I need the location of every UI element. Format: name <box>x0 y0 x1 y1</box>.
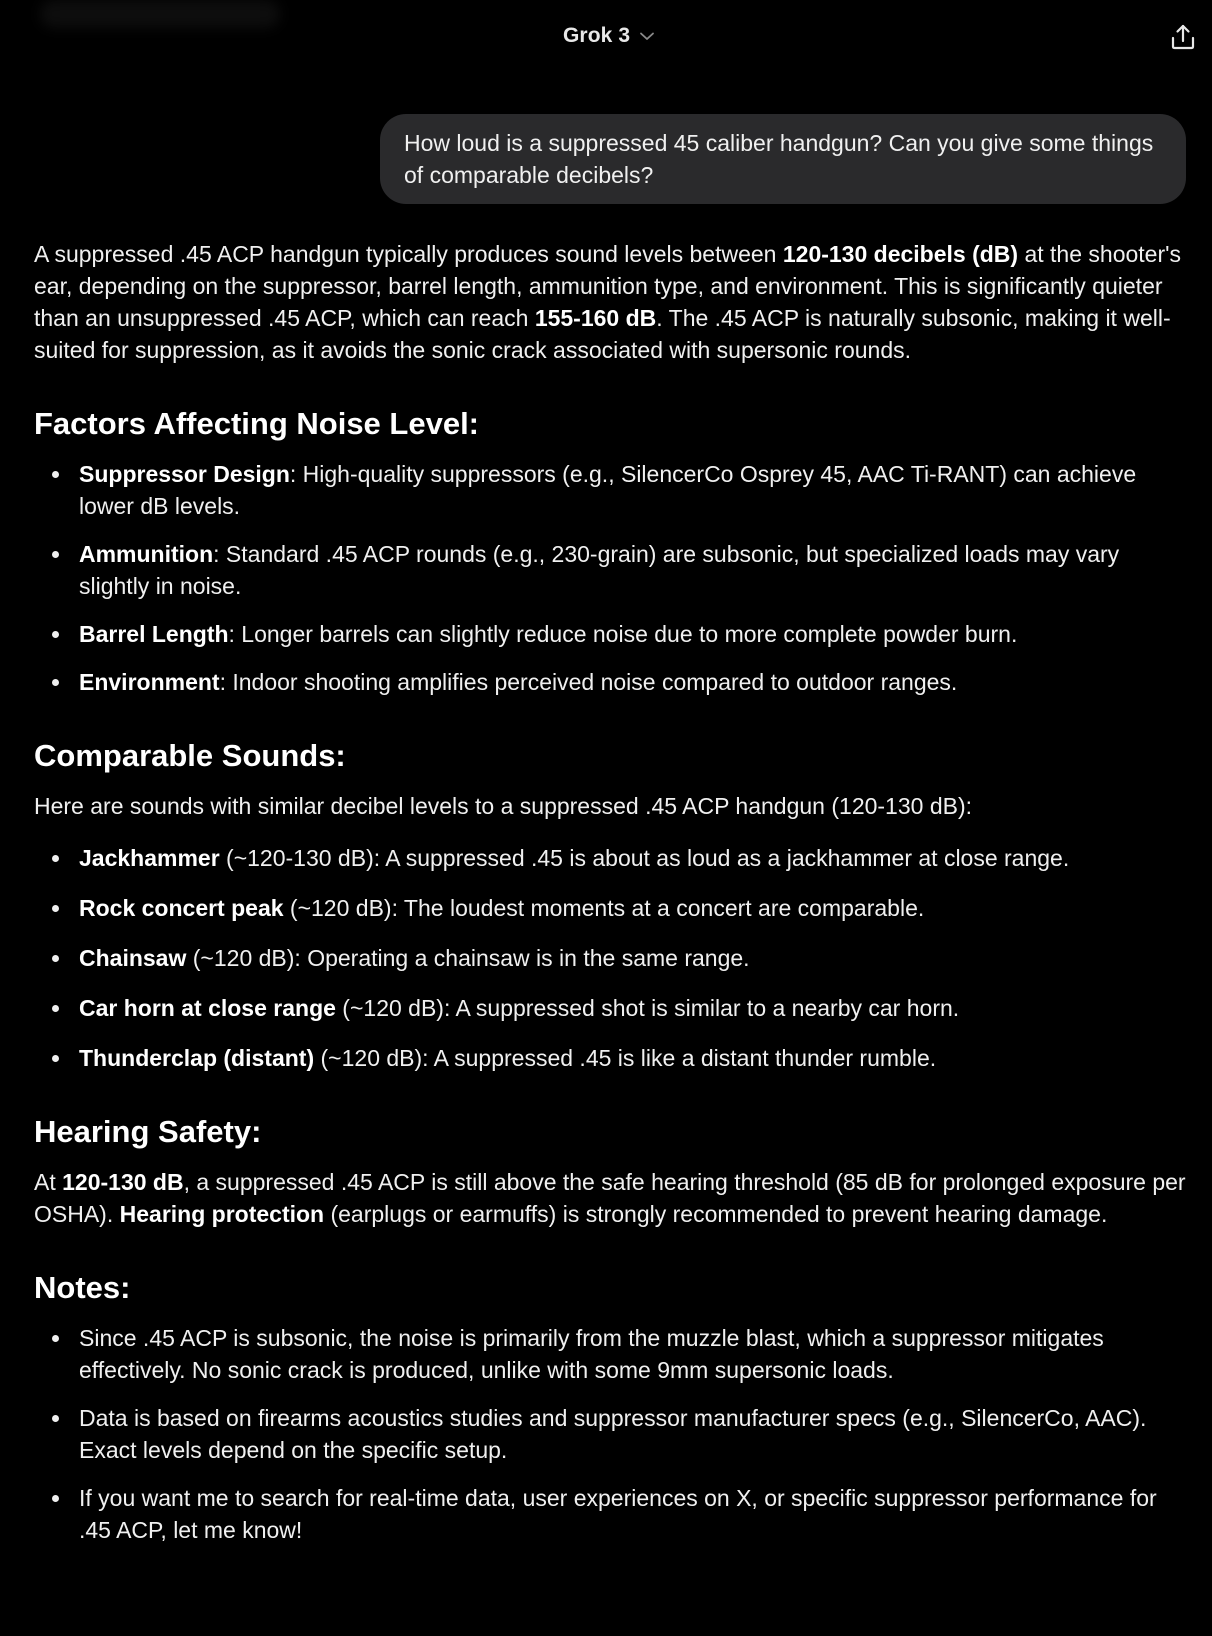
model-name: Grok 3 <box>563 24 631 47</box>
list-item <box>34 892 1194 924</box>
list-item-bold: Rock concert peak <box>79 895 284 921</box>
chevron-down-icon <box>638 27 656 45</box>
list-item-text: (~120 dB): The loudest moments at a concert are comparable. <box>283 895 925 921</box>
notes-list <box>34 1322 1194 1546</box>
list-item-bold: Environment <box>79 669 220 695</box>
factors-list <box>34 458 1194 698</box>
top-bar <box>0 0 1212 72</box>
factors-heading: Factors Affecting Noise Level: <box>34 406 480 441</box>
intro-text-2: at the shooter's ear, depending on the suppressor, barrel length, ammunition type, and environment. This is significantly quieter than an unsuppressed .45 ACP, which can reach <box>34 241 1182 331</box>
list-item-bold: Car horn at close range <box>79 995 336 1021</box>
intro-text-1: A suppressed .45 ACP handgun typically produces sound levels between <box>34 241 783 267</box>
comparable-heading: Comparable Sounds: <box>34 738 346 773</box>
list-item <box>34 666 1194 698</box>
assistant-response <box>34 238 1194 1546</box>
safety-bold-2: Hearing protection <box>119 1201 325 1227</box>
safety-paragraph <box>34 1166 1194 1230</box>
list-item-text: : Longer barrels can slightly reduce noise due to more complete powder burn. <box>228 621 1018 647</box>
list-item <box>34 1322 1194 1386</box>
intro-bold-1: 120-130 decibels (dB) <box>782 241 1019 267</box>
safety-bold-1: 120-130 dB <box>62 1169 184 1195</box>
list-item <box>34 1482 1194 1546</box>
intro-text-3: . The .45 ACP is naturally subsonic, making it well-suited for suppression, as it avoids the sonic crack associated with supersonic rounds. <box>34 305 1171 363</box>
list-item-text: (~120 dB): Operating a chainsaw is in the same range. <box>186 945 750 971</box>
safety-text-1: At <box>34 1169 63 1195</box>
list-item-text: (~120-130 dB): A suppressed .45 is about as loud as a jackhammer at close range. <box>219 845 1070 871</box>
list-item-text: Since .45 ACP is subsonic, the noise is primarily from the muzzle blast, which a suppressor mitigates effectively. No sonic crack is produced, unlike with some 9mm supersonic loads. <box>79 1325 1104 1383</box>
user-message-text: How loud is a suppressed 45 caliber handgun? Can you give some things of comparable decibels? <box>404 130 1154 188</box>
user-message-bubble <box>380 114 1186 204</box>
list-item-bold: Ammunition <box>79 541 214 567</box>
list-item <box>34 992 1194 1024</box>
list-item-bold: Barrel Length <box>79 621 229 647</box>
list-item-text: (~120 dB): A suppressed .45 is like a distant thunder rumble. <box>314 1045 937 1071</box>
share-icon[interactable] <box>1168 22 1198 52</box>
list-item-text: If you want me to search for real-time data, user experiences on X, or specific suppressor performance for .45 ACP, let me know! <box>79 1485 1157 1543</box>
safety-text-3: (earplugs or earmuffs) is strongly recommended to prevent hearing damage. <box>324 1201 1108 1227</box>
intro-paragraph <box>34 238 1194 366</box>
intro-bold-2: 155-160 dB <box>534 305 657 331</box>
list-item-text: : Standard .45 ACP rounds (e.g., 230-grain) are subsonic, but specialized loads may vary slightly in noise. <box>79 541 1120 599</box>
list-item-bold: Jackhammer <box>79 845 220 871</box>
list-item-bold: Suppressor Design <box>79 461 290 487</box>
list-item-bold: Chainsaw <box>79 945 187 971</box>
comparable-intro: Here are sounds with similar decibel levels to a suppressed .45 ACP handgun (120-130 dB): <box>34 793 973 819</box>
list-item <box>34 458 1194 522</box>
list-item-text: : High-quality suppressors (e.g., SilencerCo Osprey 45, AAC Ti-RANT) can achieve lower dB levels. <box>79 461 1137 519</box>
list-item <box>34 942 1194 974</box>
comparable-list <box>34 842 1194 1074</box>
notes-heading: Notes: <box>34 1270 131 1305</box>
list-item-text: (~120 dB): A suppressed shot is similar to a nearby car horn. <box>335 995 960 1021</box>
safety-text-2: , a suppressed .45 ACP is still above the safe hearing threshold (85 dB for prolonged exposure per OSHA). <box>34 1169 1186 1227</box>
list-item-bold: Thunderclap (distant) <box>79 1045 315 1071</box>
list-item <box>34 1042 1194 1074</box>
list-item <box>34 538 1194 602</box>
list-item <box>34 1402 1194 1466</box>
list-item-text: : Indoor shooting amplifies perceived noise compared to outdoor ranges. <box>219 669 958 695</box>
safety-heading: Hearing Safety: <box>34 1114 262 1149</box>
list-item <box>34 842 1194 874</box>
model-selector[interactable] <box>563 20 656 52</box>
list-item-text: Data is based on firearms acoustics studies and suppressor manufacturer specs (e.g., SilencerCo, AAC). Exact levels depend on the specific setup. <box>79 1405 1147 1463</box>
list-item <box>34 618 1194 650</box>
